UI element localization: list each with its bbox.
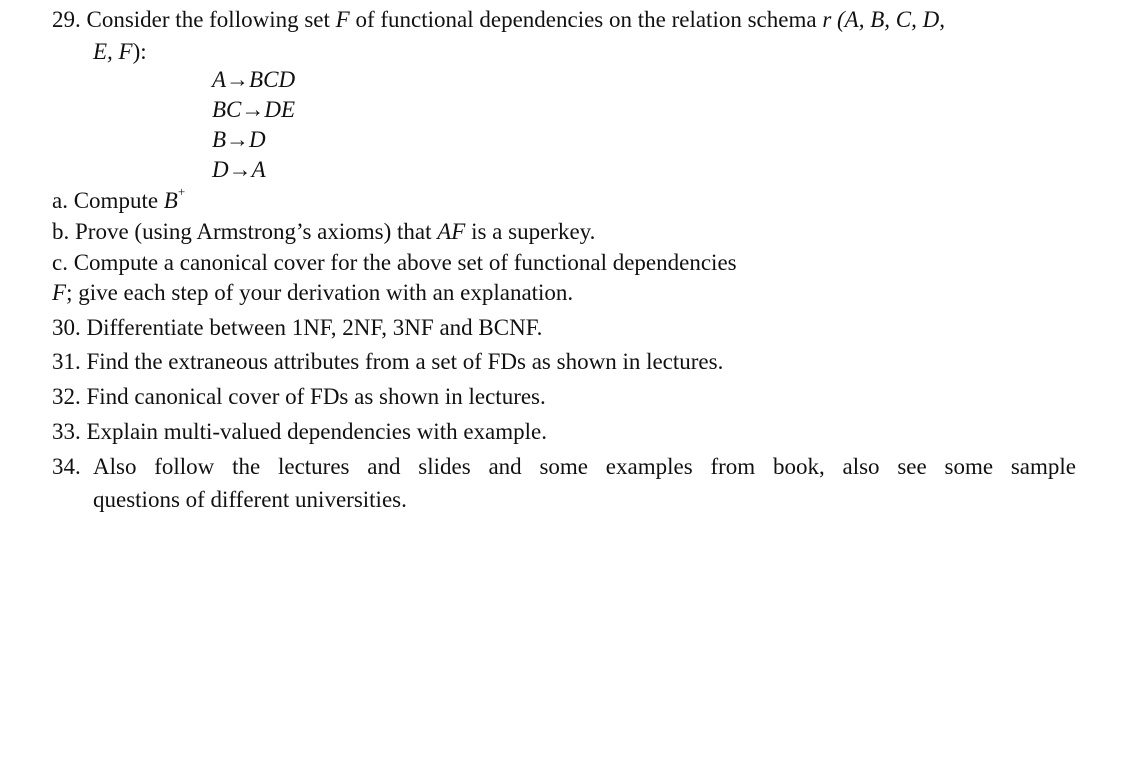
q29-part-b	[52, 220, 595, 243]
fd-item: BC→DE	[212, 97, 296, 122]
fd-item: A→BCD	[212, 67, 296, 92]
q30: 30. Differentiate between 1NF, 2NF, 3NF and BCNF.	[52, 315, 543, 340]
q29-line1	[52, 8, 945, 31]
q31: 31. Find the extraneous attributes from a set of FDs as shown in lectures.	[52, 349, 724, 374]
part-a-var: B	[163, 188, 178, 213]
q29-number: 29.	[52, 7, 81, 32]
q29-text2: of functional dependencies on the relation schema	[355, 7, 817, 32]
part-a-sup: +	[177, 184, 186, 199]
q34-number: 34.	[52, 454, 81, 479]
q29-line2	[93, 40, 147, 63]
q32: 32. Find canonical cover of FDs as shown in lectures.	[52, 384, 546, 409]
q29-part-c-line1: c. Compute a canonical cover for the above set of functional dependencies	[52, 250, 737, 275]
part-b-text: b. Prove (using Armstrong’s axioms) that	[52, 219, 432, 244]
q29-text: Consider the following set	[86, 7, 330, 32]
part-c-text: ; give each step of your derivation with an explanation.	[66, 280, 574, 305]
fd-item: B→D	[212, 127, 266, 152]
part-b-var: AF	[437, 219, 466, 244]
q34-line1: Also follow the lectures and slides and some examples from book, also see some sample	[93, 454, 1076, 479]
q29-attrs-end: ):	[132, 39, 147, 64]
part-b-suffix: is a superkey.	[471, 219, 596, 244]
q29-attrs: (A, B, C, D,	[837, 7, 945, 32]
part-c-var: F	[52, 280, 67, 305]
q33: 33. Explain multi-valued dependencies with example.	[52, 419, 547, 444]
q29-set-F: F	[335, 7, 350, 32]
part-a-text: a. Compute	[52, 188, 159, 213]
q34-line2: questions of different universities.	[93, 487, 407, 512]
q29-part-c-line2	[52, 281, 573, 304]
q29-attrs-cont: E, F	[93, 39, 133, 64]
fd-item: D→A	[212, 157, 266, 182]
q29-relation-r: r	[822, 7, 832, 32]
q29-part-a	[52, 184, 186, 213]
